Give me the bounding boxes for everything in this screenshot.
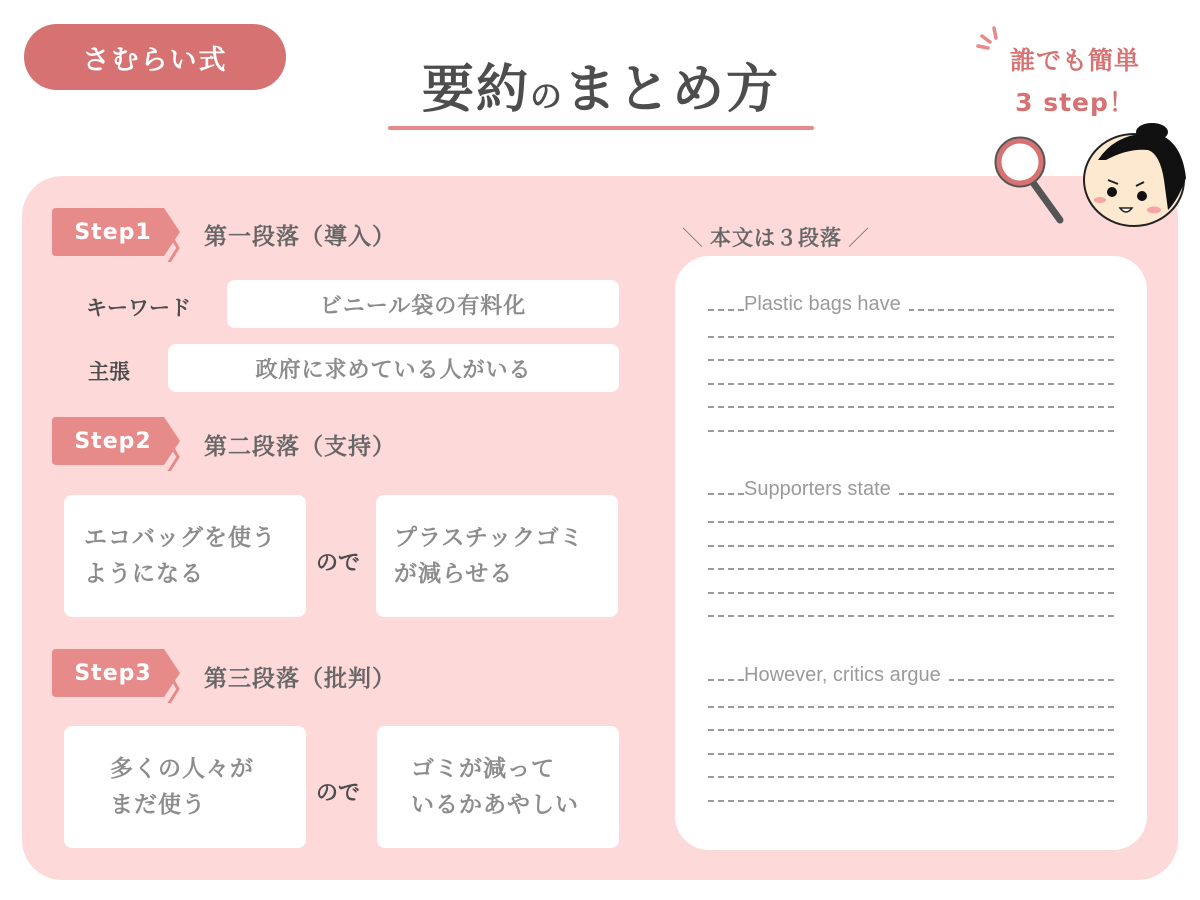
effect-line-2: いるかあやしい <box>411 792 579 818</box>
claim-field: 政府に求めている人がいる <box>168 344 619 392</box>
dashed-line <box>708 729 1114 731</box>
dashed-line <box>708 753 1114 755</box>
catch-line-1: 誰でも簡単 <box>1009 46 1140 75</box>
step3-tag-label: Step3 <box>74 660 152 686</box>
dashed-line <box>708 383 1114 385</box>
title-underline <box>388 126 814 130</box>
step3-cause-card <box>64 726 306 848</box>
title-particle: の <box>529 77 564 115</box>
dashed-line <box>708 521 1114 523</box>
catch-line-2: 3 step！ <box>1015 88 1135 117</box>
dashed-line <box>708 706 1114 708</box>
dashed-line <box>708 800 1114 802</box>
step2-tag-label: Step2 <box>74 428 152 454</box>
step2-connector: ので <box>316 551 361 576</box>
title-main: 要約 <box>421 60 530 120</box>
title-sub: まとめ方 <box>564 60 781 120</box>
step2-cause-card <box>64 495 306 617</box>
heading-right-mark: ／ <box>848 226 870 250</box>
keyword-label: キーワード <box>86 296 191 320</box>
dashed-line <box>708 430 1114 432</box>
claim-label: 主張 <box>88 360 130 384</box>
paragraph1-lead: Plastic bags have <box>744 293 909 316</box>
effect-line-2: が減らせる <box>394 561 514 587</box>
keyword-field: ビニール袋の有料化 <box>227 280 619 328</box>
cause-line-1: エコバッグを使う <box>84 525 276 551</box>
dashed-line <box>708 776 1114 778</box>
paragraph3-lead: However, critics argue <box>744 664 949 687</box>
text-sheet-heading <box>682 222 870 252</box>
dashed-line <box>708 615 1114 617</box>
effect-line-1: ゴミが減って <box>411 756 555 782</box>
dashed-line <box>708 545 1114 547</box>
step1-title: 第一段落（導入） <box>204 224 396 250</box>
catchphrase <box>1000 40 1150 124</box>
magnifier-icon <box>990 128 1070 228</box>
heading-text: 本文は３段落 <box>710 226 842 250</box>
step2-effect-card <box>376 495 618 617</box>
method-badge: さむらい式 <box>24 24 286 90</box>
text-sheet <box>675 256 1147 850</box>
dashed-line <box>708 336 1114 338</box>
step1-tag-label: Step1 <box>74 219 152 245</box>
step3-effect-card <box>377 726 619 848</box>
dashed-line <box>708 359 1114 361</box>
step3-title: 第三段落（批判） <box>204 666 396 692</box>
cause-line-2: まだ使う <box>110 792 206 818</box>
heading-left-mark: ＼ <box>682 226 704 250</box>
paragraph2-lead: Supporters state <box>744 478 899 501</box>
dashed-line <box>708 592 1114 594</box>
step3-connector: ので <box>316 781 361 806</box>
effect-line-1: プラスチックゴミ <box>394 525 584 551</box>
step2-title: 第二段落（支持） <box>204 434 396 460</box>
samurai-face-icon <box>1078 120 1190 232</box>
cause-line-2: ようになる <box>84 561 204 587</box>
dashed-line <box>708 568 1114 570</box>
cause-line-1: 多くの人々が <box>110 756 254 782</box>
page-title <box>388 52 814 134</box>
dashed-line <box>708 406 1114 408</box>
